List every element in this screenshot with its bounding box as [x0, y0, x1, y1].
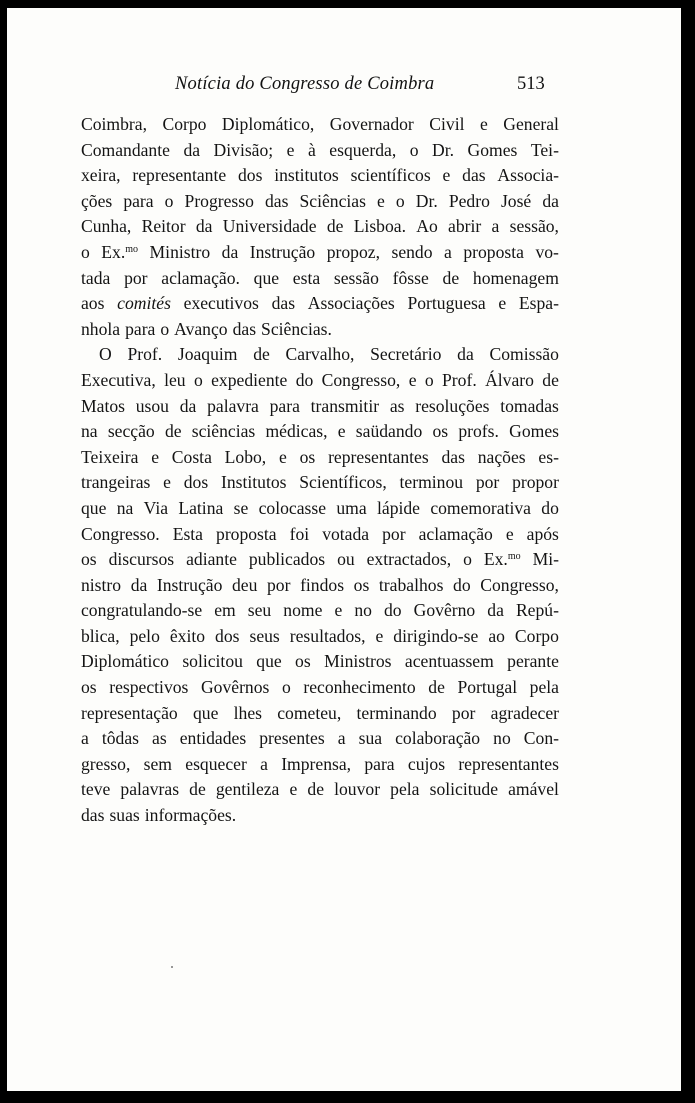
word: se	[233, 497, 249, 518]
word: perante	[507, 651, 559, 672]
word: Ao	[416, 216, 438, 237]
word: Coimbra,	[81, 114, 147, 134]
word: na	[81, 421, 98, 442]
word: Institutos	[220, 472, 287, 493]
word: esquecer	[185, 753, 247, 774]
word: Govêrnos	[200, 677, 270, 698]
word: Latina	[178, 497, 224, 518]
word: Congresso,	[321, 369, 401, 390]
word: das	[441, 446, 465, 467]
text-line	[81, 701, 559, 727]
running-head	[7, 74, 681, 104]
word: teve	[81, 779, 111, 800]
word: Sciências	[299, 190, 366, 211]
word: Mi-	[532, 549, 559, 570]
text-line	[81, 726, 559, 752]
word: uma	[336, 497, 367, 518]
word: e	[279, 446, 287, 467]
word: sua	[358, 728, 383, 749]
word: presentes	[259, 728, 325, 749]
word: votada	[322, 523, 370, 544]
word: secção	[107, 421, 155, 442]
word: Con-	[523, 728, 559, 749]
word: Progresso	[184, 190, 254, 211]
word: o	[395, 190, 405, 211]
word: suas	[109, 805, 140, 826]
word: médicas,	[265, 421, 328, 442]
word: do	[541, 497, 559, 518]
word: dirigindo-se	[393, 625, 479, 646]
word: seus	[249, 625, 280, 646]
word: dos	[237, 165, 263, 186]
word: a	[260, 753, 268, 774]
word: de	[326, 216, 344, 237]
word: as	[152, 728, 167, 749]
word: a	[491, 216, 500, 237]
word: da	[542, 190, 559, 211]
text-line	[81, 803, 559, 829]
word: para	[269, 395, 300, 416]
word: foi	[289, 523, 310, 544]
word: proposta	[463, 241, 524, 262]
word: que	[81, 497, 107, 518]
word: em	[214, 600, 236, 621]
word: congratulando-se	[81, 600, 203, 621]
word: informações.	[144, 805, 237, 826]
word: Prof.	[442, 369, 477, 390]
word: comités	[117, 293, 171, 314]
word: no	[493, 728, 511, 749]
word: Via	[143, 497, 169, 518]
word: Carvalho,	[285, 344, 355, 365]
word: Comandante	[81, 139, 170, 160]
text-line	[81, 342, 559, 368]
word: tôdas	[101, 728, 139, 749]
word: as	[389, 395, 405, 416]
word: dos	[215, 625, 240, 646]
word: cometeu,	[277, 702, 342, 723]
word: sem	[143, 753, 172, 774]
word: leu	[164, 369, 186, 390]
word: Governador	[329, 114, 414, 134]
word: os	[353, 574, 370, 595]
word: para	[364, 753, 395, 774]
word: gresso,	[81, 753, 131, 774]
word: que	[192, 702, 219, 723]
word: e	[498, 293, 507, 314]
word: adiante	[186, 549, 237, 570]
text-line	[81, 573, 559, 599]
word: da	[457, 344, 474, 365]
word: seu	[247, 600, 272, 621]
word: gentileza	[215, 779, 280, 800]
word: trangeiras	[81, 472, 151, 493]
word: Ministro	[149, 241, 211, 262]
word: expediente	[211, 369, 288, 390]
word: terminou	[399, 472, 464, 493]
word: Dr.	[415, 190, 438, 211]
word: institutos	[274, 165, 339, 186]
word: aos	[81, 293, 105, 314]
word: Repú-	[515, 600, 559, 621]
word: os	[299, 446, 316, 467]
word: Álvaro	[485, 369, 534, 390]
text-line	[81, 138, 559, 164]
word: lhes	[233, 702, 262, 723]
word: Divisão;	[213, 139, 274, 160]
book-page	[7, 8, 681, 1091]
text-line	[81, 266, 559, 292]
word: nistro	[81, 574, 122, 595]
word: transmitir	[310, 395, 380, 416]
word: por	[267, 574, 291, 595]
word: deu	[231, 574, 258, 595]
word: Dr.	[432, 139, 455, 160]
word: blica,	[81, 625, 120, 646]
word: das	[81, 805, 105, 826]
text-line	[81, 598, 559, 624]
body-text	[81, 112, 559, 829]
word: Imprensa,	[281, 753, 352, 774]
text-line	[81, 522, 559, 548]
text-line	[81, 445, 559, 471]
word: findos	[300, 574, 345, 595]
word: Espa-	[518, 293, 559, 314]
word: ções	[81, 190, 113, 211]
word: Associa-	[497, 165, 559, 186]
word: representação	[81, 702, 178, 723]
word: Universidade	[222, 216, 317, 237]
word: General	[503, 114, 559, 134]
word: que	[256, 651, 282, 672]
word: palavras	[120, 779, 180, 800]
word: Congresso.	[81, 523, 160, 544]
word: comemorativa	[430, 497, 531, 518]
word: de	[253, 344, 270, 365]
word: lápide	[377, 497, 420, 518]
word: Lisboa.	[353, 216, 406, 237]
word: Cunha,	[81, 216, 132, 237]
word: das	[232, 318, 257, 339]
word: propoz,	[326, 241, 380, 262]
word: das	[462, 165, 486, 186]
word: e	[505, 523, 514, 544]
word: após	[526, 523, 559, 544]
word: respectivos	[109, 677, 189, 698]
word: representantes	[458, 753, 559, 774]
word: de	[542, 369, 559, 390]
word: da	[183, 139, 201, 160]
text-line	[81, 624, 559, 650]
text-line	[81, 189, 559, 215]
word: nhola	[81, 318, 121, 339]
word: Sciências.	[261, 318, 332, 339]
word: das	[271, 293, 296, 314]
word: aclamação.	[161, 267, 240, 288]
word: por	[475, 472, 500, 493]
word: palavra	[207, 395, 259, 416]
word: Ministros	[324, 651, 392, 672]
word: no	[354, 600, 372, 621]
word: usou	[135, 395, 169, 416]
word: Associações	[307, 293, 395, 314]
word: sessão	[333, 267, 379, 288]
word: Instrução	[249, 241, 316, 262]
word: e	[442, 165, 451, 186]
word: esta	[292, 267, 321, 288]
word: José	[500, 190, 532, 211]
word: de	[442, 267, 460, 288]
word: agradecer	[490, 702, 559, 723]
word: nome	[283, 600, 323, 621]
word: por	[382, 523, 406, 544]
word: para	[123, 190, 154, 211]
word: Teixeira	[81, 446, 139, 467]
word: o	[160, 318, 170, 339]
word: Diplomático,	[221, 114, 315, 134]
text-line	[81, 394, 559, 420]
word: de	[189, 779, 206, 800]
word: pela	[529, 677, 559, 698]
word: os	[295, 651, 311, 672]
word: nações	[477, 446, 526, 467]
word: vo-	[535, 241, 559, 262]
word: pelo	[129, 625, 160, 646]
page-number: 513	[517, 74, 545, 94]
word: sciências	[191, 421, 256, 442]
word: Corpo	[162, 114, 207, 134]
word: Prof.	[127, 344, 163, 365]
word: da	[487, 600, 504, 621]
word: Avanço	[174, 318, 228, 339]
word: para	[125, 318, 156, 339]
word: discursos	[108, 549, 175, 570]
word: da	[195, 216, 213, 237]
word: os	[81, 677, 97, 698]
word: e	[286, 139, 295, 160]
word: Reitor	[141, 216, 186, 237]
word: de	[307, 779, 325, 800]
running-title: Notícia do Congresso de Coimbra	[175, 74, 435, 94]
word: propor	[512, 472, 559, 493]
word: na	[116, 497, 134, 518]
word: publicados	[248, 549, 326, 570]
word: Comissão	[489, 344, 559, 365]
word: O	[99, 344, 112, 365]
word: os	[432, 421, 449, 442]
word: da	[130, 574, 148, 595]
word: profs.	[458, 421, 499, 442]
word: sendo	[391, 241, 433, 262]
word: e	[151, 446, 159, 467]
word: da	[179, 395, 197, 416]
word: por	[451, 702, 476, 723]
word: tomadas	[500, 395, 559, 416]
word: terminando	[356, 702, 437, 723]
word: o	[81, 241, 90, 262]
word: reconhecimento	[303, 677, 416, 698]
word: representante	[132, 165, 227, 186]
word: colaboração	[395, 728, 481, 749]
word: o	[463, 549, 472, 570]
word: das	[265, 190, 289, 211]
word: dos	[183, 472, 209, 493]
text-line	[81, 752, 559, 778]
word: amável	[508, 779, 559, 800]
word: extractados,	[366, 549, 452, 570]
word: o	[409, 139, 419, 160]
word: aclamação	[418, 523, 493, 544]
text-line	[81, 649, 559, 675]
word: Secretário	[370, 344, 442, 365]
text-line	[81, 496, 559, 522]
word: Executiva,	[81, 369, 156, 390]
word: a	[444, 241, 452, 262]
word: o	[424, 369, 434, 390]
word: solicitude	[429, 779, 499, 800]
word: e	[479, 114, 488, 134]
word: Pedro	[448, 190, 490, 211]
word: Civil	[429, 114, 465, 134]
word: trabalhos	[378, 574, 444, 595]
word: solicitou	[182, 651, 243, 672]
word: e	[375, 625, 384, 646]
word: tada	[81, 267, 111, 288]
word: louvor	[334, 779, 381, 800]
text-line	[81, 291, 559, 317]
word: do	[453, 574, 471, 595]
paper-speck	[171, 966, 173, 968]
word: cujos	[407, 753, 446, 774]
word: colocasse	[258, 497, 327, 518]
word: e	[408, 369, 417, 390]
text-line	[81, 163, 559, 189]
word: fôsse	[392, 267, 429, 288]
word: es-	[538, 446, 559, 467]
word: proposta	[216, 523, 277, 544]
word: Portugal	[457, 677, 518, 698]
word: Scientíficos,	[299, 472, 387, 493]
word: o	[281, 677, 291, 698]
word: e	[337, 421, 346, 442]
word: o	[164, 190, 174, 211]
word: da	[221, 241, 239, 262]
text-line	[81, 240, 559, 266]
text-line	[81, 368, 559, 394]
word: Portuguesa	[407, 293, 486, 314]
word: esquerda,	[329, 139, 397, 160]
word: do	[295, 369, 314, 390]
text-line	[81, 112, 559, 138]
word: Lobo,	[224, 446, 267, 467]
text-line	[81, 317, 559, 343]
word: êxito	[169, 625, 206, 646]
word: Ex.$^{mo}$	[483, 549, 521, 570]
word: Tei-	[530, 139, 559, 160]
word: Joaquim	[177, 344, 238, 365]
text-line	[81, 214, 559, 240]
word: pela	[390, 779, 420, 800]
word: do	[383, 600, 402, 621]
word: Corpo	[514, 625, 559, 646]
word: o	[193, 369, 203, 390]
text-line	[81, 675, 559, 701]
word: os	[81, 549, 97, 570]
word: e	[163, 472, 171, 493]
word: e	[289, 779, 298, 800]
word: de	[164, 421, 182, 442]
word: Gomes	[467, 139, 518, 160]
text-line	[81, 777, 559, 803]
word: homenagem	[472, 267, 559, 288]
text-line	[81, 470, 559, 496]
word: xeira,	[81, 165, 121, 186]
word: Diplomático	[81, 651, 169, 672]
text-line	[81, 547, 559, 573]
word: acentuassem	[404, 651, 494, 672]
word: Instrução	[156, 574, 223, 595]
word: e	[334, 600, 343, 621]
word: Congresso,	[480, 574, 559, 595]
word: representantes	[328, 446, 429, 467]
word: por	[124, 267, 148, 288]
word: e	[377, 190, 385, 211]
word: a	[81, 728, 89, 749]
word: scientíficos	[350, 165, 431, 186]
word: à	[307, 139, 316, 160]
word: Costa	[171, 446, 212, 467]
word: de	[428, 677, 445, 698]
word: Ex.$^{mo}$	[101, 241, 139, 262]
word: abrir	[448, 216, 482, 237]
word: Matos	[81, 395, 125, 416]
word: saüdando	[355, 421, 423, 442]
word: Gomes	[509, 421, 559, 442]
word: sessão,	[509, 216, 559, 237]
word: Govêrno	[413, 600, 476, 621]
word: executivos	[183, 293, 259, 314]
word: entidades	[179, 728, 247, 749]
word: ao	[488, 625, 505, 646]
text-line	[81, 419, 559, 445]
word: resultados,	[289, 625, 366, 646]
word: Esta	[172, 523, 203, 544]
word: ou	[337, 549, 355, 570]
word: resoluções	[415, 395, 490, 416]
word: que	[253, 267, 280, 288]
word: a	[337, 728, 346, 749]
